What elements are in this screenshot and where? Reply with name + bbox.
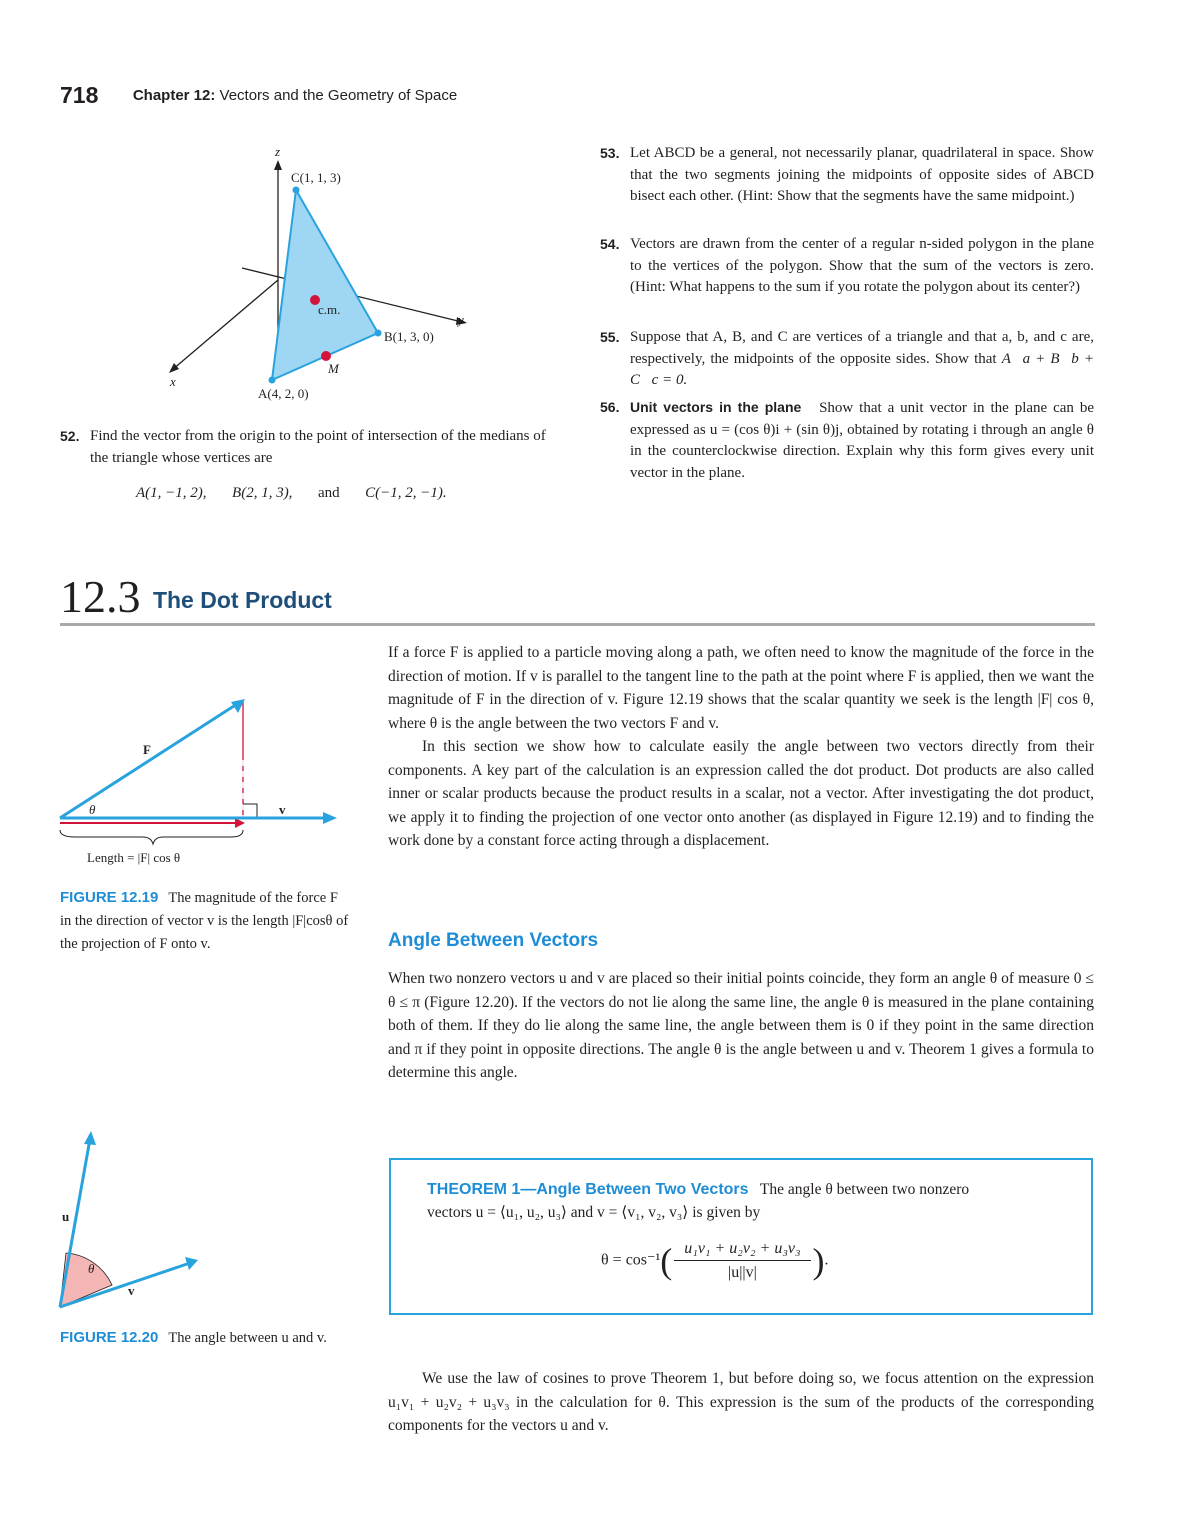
exercise-56 <box>600 397 1094 484</box>
point-a-text: A(1, −1, 2), <box>136 485 207 501</box>
point-B <box>375 330 382 337</box>
exercise-number: 54. <box>600 236 620 252</box>
section-heading <box>60 570 332 623</box>
label-v: v <box>279 802 286 817</box>
label-F: F <box>143 742 151 757</box>
paragraph-3: When two nonzero vectors u and v are placed so their initial points coincide, they form an angle θ of measure 0 ≤ θ ≤ π (Figure 12.20). If the vectors do not lie along the same line, the angle θ is measured in the plane containing both of them. If they do lie along the same line, the angle between them is 0 if they point in the same direction and π if they point in opposite directions. The angle θ is the angle between u and v. Theorem 1 gives a formula to determine this angle. <box>388 970 1094 1081</box>
exercise-number: 53. <box>600 145 620 161</box>
exercise-55 <box>600 327 1094 392</box>
body-intro <box>388 641 1094 853</box>
body-final <box>388 1367 1094 1438</box>
exercise-54 <box>600 234 1094 299</box>
exercise-52 <box>60 426 554 469</box>
chapter-label: Chapter 12: <box>132 87 216 104</box>
chapter-name: Vectors and the Geometry of Space <box>219 87 458 104</box>
section-title: The Dot Product <box>152 587 332 613</box>
figure-12-19 <box>55 690 355 875</box>
point-b-text: B(2, 1, 3), <box>232 485 293 501</box>
theorem-text-1: The angle θ between two nonzero <box>759 1181 970 1198</box>
point-C <box>293 187 300 194</box>
point-M <box>321 351 331 361</box>
body-angle <box>388 967 1094 1085</box>
exercise-text: Let ABCD be a general, not necessarily planar, quadrilateral in space. Show that the two segments joining the midpoints of opposite sides of ABCD bisect each other. (Hint: Show that the segments have the same midpoint.) <box>630 145 1094 204</box>
figure-label: FIGURE 12.20 <box>60 1329 159 1346</box>
page-header <box>60 82 457 109</box>
right-angle-mark <box>243 804 257 818</box>
x-axis <box>172 280 278 370</box>
caption-12-20 <box>60 1326 350 1350</box>
vector-F <box>60 704 237 818</box>
point-c-text: C(−1, 2, −1). <box>365 485 447 501</box>
label-B: B(1, 3, 0) <box>384 329 434 344</box>
label-theta: θ <box>88 1261 95 1276</box>
label-theta: θ <box>89 802 96 817</box>
exercise-text: Find the vector from the origin to the point of intersection of the medians of the triangle whose vertices are <box>90 428 546 466</box>
section-number: 12.3 <box>60 571 141 622</box>
figure-label: FIGURE 12.19 <box>60 889 159 906</box>
theorem-line-1 <box>427 1178 1067 1202</box>
caption-text: The magnitude of the force F in the direction of vector v is the length |F|cosθ of the projection of F onto v. <box>60 890 349 952</box>
theorem-title: THEOREM 1—Angle Between Two Vectors <box>427 1181 749 1198</box>
figure-12-20 <box>52 1125 212 1315</box>
length-brace <box>60 830 243 844</box>
caption-text: The angle between u and v. <box>168 1330 327 1346</box>
exercise-formula: A⃗a + B⃗b + C⃗c = 0. <box>630 350 1094 388</box>
section-rule <box>60 623 1095 626</box>
paragraph-2: In this section we show how to calculate easily the angle between two vectors directly from their components. A key part of the calculation is an expression called the dot product. Dot products are also called inner or scalar products because the product results in a scalar, not a vector. After investigating the dot product, we apply it to finding the projection of one vector onto another (as displayed in Figure 12.19) and to finding the work done by a constant force acting through a displacement. <box>388 738 1094 849</box>
exercise-text: Suppose that A, B, and C are vertices of a triangle and that a, b, and c are, respectively, the midpoints of the opposite sides. Show that <box>630 329 1094 367</box>
caption-12-19 <box>60 886 350 956</box>
formula-end: . <box>824 1251 829 1269</box>
exercise-text: Vectors are drawn from the center of a regular n-sided polygon in the plane to the vertices of the polygon. Show that the sum of the vectors is zero. (Hint: What happens to the sum if you rotate the polygon about its center?) <box>630 236 1094 295</box>
figure-triangle-3d <box>160 140 480 420</box>
label-u: u <box>62 1209 70 1224</box>
exercise-number: 56. <box>600 399 620 415</box>
subhead-angle-between-vectors: Angle Between Vectors <box>388 930 599 951</box>
paragraph-4: We use the law of cosines to prove Theorem 1, but before doing so, we focus attention on the expression u₁v₁ + u₂v₂ + u₃v₃ in the calculation for θ. This expression is the sum of the products of the corresponding components for the vectors u and v. <box>388 1370 1094 1434</box>
exercise-53 <box>600 143 1094 208</box>
and-text: and <box>317 485 340 501</box>
point-A <box>269 377 276 384</box>
exercise-52-points <box>136 483 556 505</box>
label-x: x <box>170 374 176 389</box>
theorem-text-2: vectors u = ⟨u₁, u₂, u₃⟩ and v = ⟨v₁, v₂, v₃⟩ is given by <box>427 1204 761 1221</box>
length-label: Length = |F| cos θ <box>87 850 181 865</box>
page-number: 718 <box>60 82 99 108</box>
exercise-text: Show that a unit vector in the plane can be expressed as u = (cos θ)i + (sin θ)j, obtained by rotating i through an angle θ in the counterclockwise direction. Explain why this form gives every unit vector in the plane. <box>630 400 1094 481</box>
label-z: z <box>275 144 281 159</box>
theorem-1-box <box>389 1158 1093 1315</box>
exercise-number: 52. <box>60 428 80 444</box>
vector-u-arrowhead <box>84 1131 96 1145</box>
z-axis-arrowhead <box>274 160 282 170</box>
label-v: v <box>128 1283 135 1298</box>
paragraph-1: If a force F is applied to a particle moving along a path, we often need to know the magnitude of the force in the direction of motion. If v is parallel to the tangent line to the path at the point where F is applied, then we want the magnitude of F in the direction of v. Figure 12.19 shows that the scalar quantity we seek is the length |F| cos θ, where θ is the angle between the two vectors F and v. <box>388 644 1094 732</box>
chapter-title <box>133 87 457 104</box>
formula-numerator: u₁v₁ + u₂v₂ + u₃v₃ <box>674 1240 810 1261</box>
label-A: A(4, 2, 0) <box>258 386 309 401</box>
vector-v-arrowhead <box>323 812 337 824</box>
label-cm: c.m. <box>318 302 341 317</box>
formula-denominator: |u||v| <box>728 1264 757 1281</box>
label-C: C(1, 1, 3) <box>291 170 341 185</box>
label-M: M <box>328 361 339 376</box>
formula-lhs: θ = cos⁻¹ <box>601 1251 661 1269</box>
exercise-number: 55. <box>600 329 620 345</box>
theorem-formula: θ = cos⁻¹( $\frac{\text{u₁v₁ + u₂v₂ + u₃v₃}}{|u||v|}$ ). <box>601 1240 829 1281</box>
exercise-lead: Unit vectors in the plane <box>630 399 802 415</box>
label-y: y <box>458 312 464 327</box>
